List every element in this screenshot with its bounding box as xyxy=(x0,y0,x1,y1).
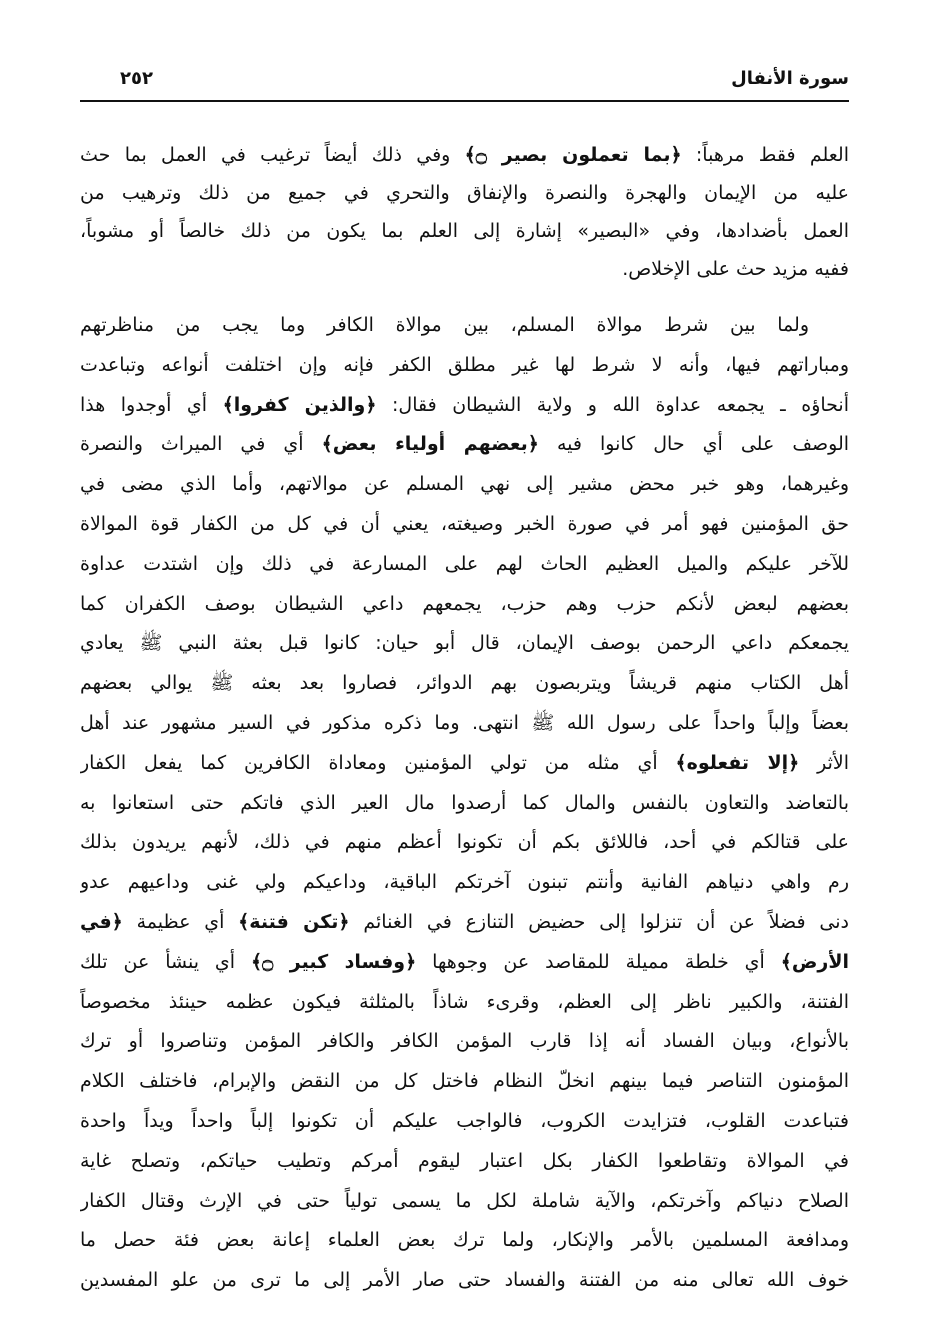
text-segment: الصلاح دنياكم وآخرتكم، والآية شاملة لكل ما يسمى تولياً حتى في الإرث وقتال الكفار xyxy=(80,1189,849,1212)
text-segment: الوصف على أي حال كانوا فيه xyxy=(538,433,849,456)
text-line xyxy=(80,1102,849,1142)
quran-quote: ﴿والذين كفروا﴾ xyxy=(222,393,377,416)
text-segment: العمل بأضدادها، وفي «البصير» إشارة إلى العلم بما يكون من ذلك خالصاً أو مشوباً، xyxy=(80,220,849,242)
text-line xyxy=(80,545,849,585)
page-number: ٢٥٢ xyxy=(120,68,153,89)
text-segment: أي أوجدوا هذا xyxy=(80,393,223,416)
text-line xyxy=(80,704,849,744)
text-line xyxy=(80,1221,849,1261)
text-segment: فتباعدت القلوب، فتزايدت الكروب، فالواجب عليكم أن تكونوا إلباً واحداً ويداً واحدة xyxy=(80,1109,849,1132)
text-line xyxy=(80,943,849,983)
text-segment: يجمعكم داعي الرحمن بوصف الإيمان، قال أبو حيان: كانوا قبل بعثة النبي ﷺ يعادي xyxy=(80,632,849,655)
text-line xyxy=(80,983,849,1023)
text-line xyxy=(80,744,849,784)
quran-quote: ﴿في xyxy=(80,910,123,933)
text-segment: ففيه مزيد حث على الإخلاص. xyxy=(622,258,849,280)
text-line xyxy=(80,1261,849,1301)
text-line xyxy=(80,1142,849,1182)
text-line xyxy=(80,306,849,346)
text-segment: بالأنواع، وبيان الفساد أنه إذا قارب المؤمن الكافر والكافر المؤمن وتناصروا أو ترك xyxy=(80,1030,849,1053)
text-line xyxy=(80,386,849,426)
text-line xyxy=(80,346,849,386)
text-line xyxy=(80,250,849,288)
text-segment: حق المؤمنين فهو أمر في صورة الخبر وصيغته، يعني أن في كل من الكفار قوة الموالاة xyxy=(80,512,849,535)
text-segment: عليه من الإيمان والهجرة والنصرة والإنفاق والتحري في جميع من ذلك وترهيب من xyxy=(80,182,849,204)
text-segment: الأثر xyxy=(799,751,849,774)
text-segment: أهل الكتاب منهم قريشاً ويتربصون بهم الدوائر، فصاروا بعد بعثه ﷺ يوالي بعضهم xyxy=(80,672,849,695)
text-line xyxy=(80,903,849,943)
text-line xyxy=(80,1022,849,1062)
text-segment: خوف الله تعالى منه من الفتنة والفساد حتى صار الأمر إلى ما ترى من علو المفسدين xyxy=(80,1269,849,1292)
text-line xyxy=(80,136,849,174)
text-line xyxy=(80,505,849,545)
text-line xyxy=(80,1062,849,1102)
text-line xyxy=(80,1182,849,1222)
text-segment: أي ينشأ عن تلك xyxy=(80,950,251,973)
text-segment: رم واهي دنياهم الفانية وأنتم تبنون آخرتكم الباقية، وداعيكم ولي غنى وداعيهم عدو xyxy=(80,871,849,894)
quran-quote: ﴿تكن فتنة﴾ xyxy=(238,910,350,933)
text-segment: للآخر عليكم والميل العظيم الحاث لهم على المسارعة في ذلك وإن اشتدت عداوة xyxy=(80,552,849,575)
text-line xyxy=(80,585,849,625)
text-segment: ومدافعة المسلمين بالأمر والإنكار، ولما ترك بعض العلماء إعانة بعض فئة حصل ما xyxy=(80,1229,849,1252)
text-segment: أنحاؤه ـ يجمعه عداوة الله و ولاية الشيطان فقال: xyxy=(376,393,849,416)
text-segment: دنى فضلاً عن أن تنزلوا إلى حضيض التنازع في الغنائم xyxy=(349,910,849,933)
text-segment: في الموالاة وتقاطعوا الكفار بكل اعتبار ليقوم أمركم وتطيب حياتكم، وتصلح غاية xyxy=(80,1149,849,1172)
text-segment: وغيرهما، وهو خبر محض مشير إلى نهي المسلم عن موالاتهم، وأما الذي مضى في xyxy=(80,473,849,496)
text-segment: ومباراتهم فيها، وأنه لا شرط لها غير مطلق الكفر فإنه وإن اختلفت أنواعه وتباعدت xyxy=(80,353,849,376)
text-line xyxy=(80,664,849,704)
text-line xyxy=(80,823,849,863)
quran-quote: ﴿وفساد كبير ۝﴾ xyxy=(250,950,417,973)
quran-quote: ﴿إلا تفعلوه﴾ xyxy=(675,751,800,774)
text-segment: بالتعاضد والتعاون بالنفس والمال كما أرصدوا مال العير الذي فاتكم حتى استعانوا به xyxy=(80,791,849,814)
text-segment: بعضهم لبعض لأنكم حزب وهم حزب، يجمعهم داعي الشيطان بوصف الكفران كما xyxy=(80,592,849,615)
text-segment: أي عظيمة xyxy=(122,910,239,933)
header-divider xyxy=(80,100,849,102)
running-title: سورة الأنفال xyxy=(731,68,849,89)
text-segment: المؤمنون التناصر فيما بينهم انخلّ النظام فاختل كل من النقض والإبرام، فاختلف الكلام xyxy=(80,1070,849,1093)
text-line xyxy=(80,212,849,250)
paragraph-1 xyxy=(80,136,849,288)
text-line xyxy=(80,425,849,465)
text-segment: بعضاً وإلباً واحداً على رسول الله ﷺ انتهى. وما ذكره مذكور في السير مشهور عند أهل xyxy=(80,711,849,734)
paragraph-2 xyxy=(80,306,849,1301)
page-header xyxy=(80,62,849,98)
text-segment: الفتنة، والكبير ناظر إلى العظم، وقرىء شاذاً بالمثلثة فيكون عظمه حينئذ مخصوصاً xyxy=(80,990,849,1013)
text-line xyxy=(80,863,849,903)
text-segment: أي في الميراث والنصرة xyxy=(80,433,322,456)
text-line xyxy=(80,624,849,664)
text-line xyxy=(80,465,849,505)
text-line xyxy=(80,174,849,212)
text-segment: العلم فقط مرهباً: xyxy=(681,144,849,166)
text-segment: وفي ذلك أيضاً ترغيب في العمل بما حث xyxy=(80,144,465,166)
text-segment: على قتالكم في أحد، فاللائق بكم أن تكونوا أعظم منهم في ذلك، لأنهم يريدون بذلك xyxy=(80,831,849,854)
text-segment: أي خلطة مميلة للمقاصد عن وجوهها xyxy=(416,950,781,973)
text-segment: أي مثله من تولي المؤمنين ومعاداة الكافرين كما يفعل الكفار xyxy=(80,751,676,774)
text-segment: ولما بين شرط موالاة المسلم، بين موالاة الكافر وما يجب من مناظرتهم xyxy=(80,314,809,336)
quran-quote: ﴿بما تعملون بصير ۝﴾ xyxy=(464,144,682,166)
text-line xyxy=(80,784,849,824)
quran-quote: ﴿بعضهم أولياء بعض﴾ xyxy=(321,433,539,456)
quran-quote: الأرض﴾ xyxy=(780,950,849,973)
